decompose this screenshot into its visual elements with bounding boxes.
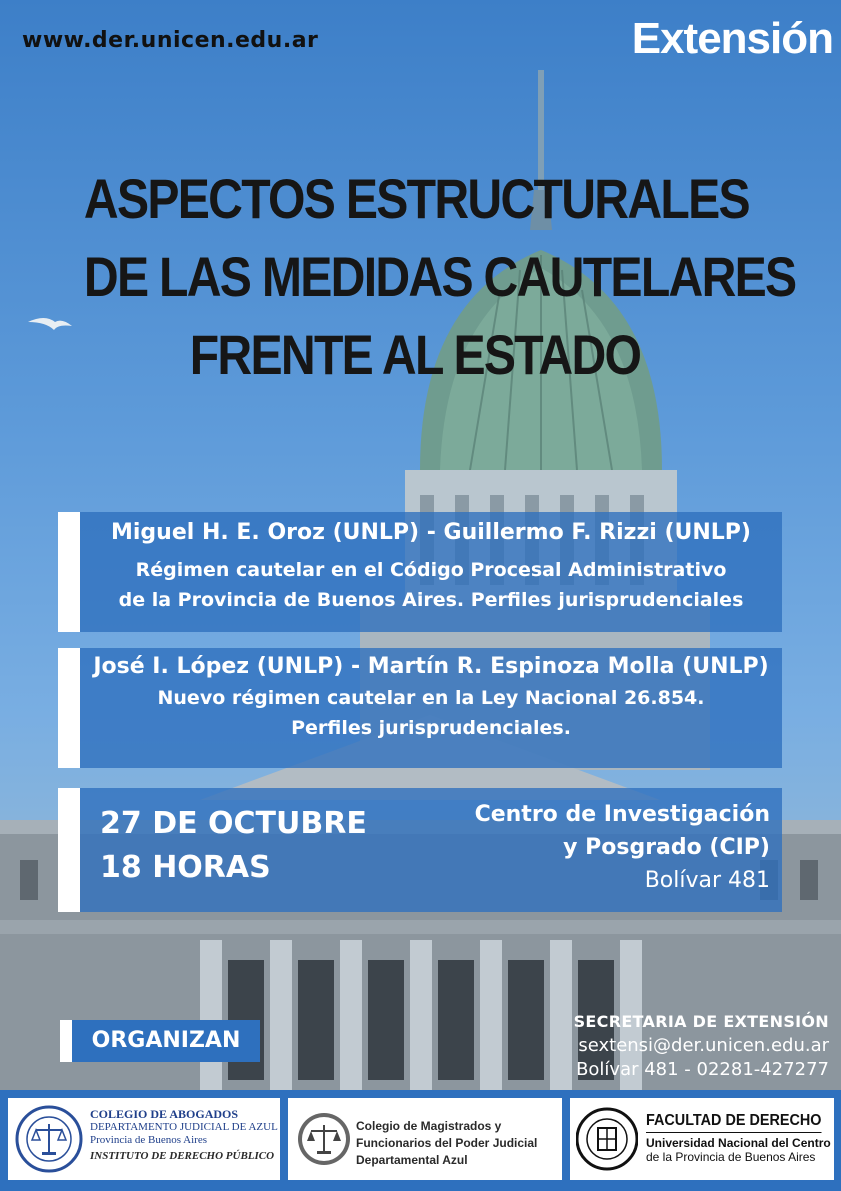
facultad-derecho-logo [570,1098,834,1180]
venue-address: Bolívar 481 [644,868,770,893]
logo-text-line: DEPARTAMENTO JUDICIAL DE AZUL [90,1121,278,1133]
title-line-3: FRENTE AL ESTADO [189,323,641,386]
event-date-time [100,802,367,890]
talk-topic-line-1: Régimen cautelar en el Código Procesal Administrativo [135,559,727,581]
facultad-derecho-text [646,1112,841,1164]
logo-text-line: Colegio de Magistrados y [356,1119,502,1133]
logo-text-line: COLEGIO DE ABOGADOS [90,1107,239,1121]
secretariat-contact [574,1010,829,1082]
logo-text-line: Departamental Azul [356,1153,468,1167]
university-seal-icon [576,1104,638,1174]
colegio-magistrados-logo [288,1098,562,1180]
logo-text-line: Universidad Nacional del Centro [646,1136,831,1150]
scales-seal-icon [14,1104,84,1174]
venue-name-line-1: Centro de Investigación [474,802,770,827]
logo-text-line: Funcionarios del Poder Judicial [356,1136,538,1150]
talk-speakers: Miguel H. E. Oroz (UNLP) - Guillermo F. Rizzi (UNLP) [111,520,751,545]
logo-text-line: Provincia de Buenos Aires [90,1134,208,1146]
talk-topic-line-2: de la Provincia de Buenos Aires. Perfiles jurisprudenciales [118,589,744,611]
talk-topic-line-1: Nuevo régimen cautelar en la Ley Nacional 26.854. [157,687,705,709]
logo-text-line: de la Provincia de Buenos Aires [646,1150,816,1164]
talk-panel-1 [58,512,782,632]
logo-text-line: INSTITUTO DE DERECHO PÚBLICO [90,1150,275,1162]
secretariat-email[interactable]: sextensi@der.unicen.edu.ar [578,1035,829,1056]
logo-text-line: FACULTAD DE DERECHO [646,1112,821,1133]
colegio-abogados-text [90,1108,278,1163]
secretariat-phone: Bolívar 481 - 02281-427277 [576,1059,829,1080]
event-title [83,160,796,394]
title-line-2: DE LAS MEDIDAS CAUTELARES [83,245,796,308]
event-details-panel [58,788,782,912]
organizers-label: ORGANIZAN [60,1020,260,1062]
event-time: 18 HORAS [100,850,271,885]
talk-panel-2 [58,648,782,768]
website-url[interactable]: www.der.unicen.edu.ar [22,28,319,53]
extension-brand: Extensión [631,14,833,63]
event-venue [475,798,770,897]
organizer-logos-bar [0,1090,841,1191]
event-date: 27 DE OCTUBRE [100,806,367,841]
venue-name-line-2: y Posgrado (CIP) [563,835,770,860]
talk-speakers: José I. López (UNLP) - Martín R. Espinoza Molla (UNLP) [93,654,769,679]
colegio-magistrados-text [356,1118,537,1169]
title-line-1: ASPECTOS ESTRUCTURALES [83,167,749,230]
talk-topic-line-2: Perfiles jurisprudenciales. [291,717,571,739]
secretariat-title: SECRETARIA DE EXTENSIÓN [573,1012,829,1031]
colegio-abogados-logo [8,1098,280,1180]
scales-circle-icon [296,1111,352,1167]
